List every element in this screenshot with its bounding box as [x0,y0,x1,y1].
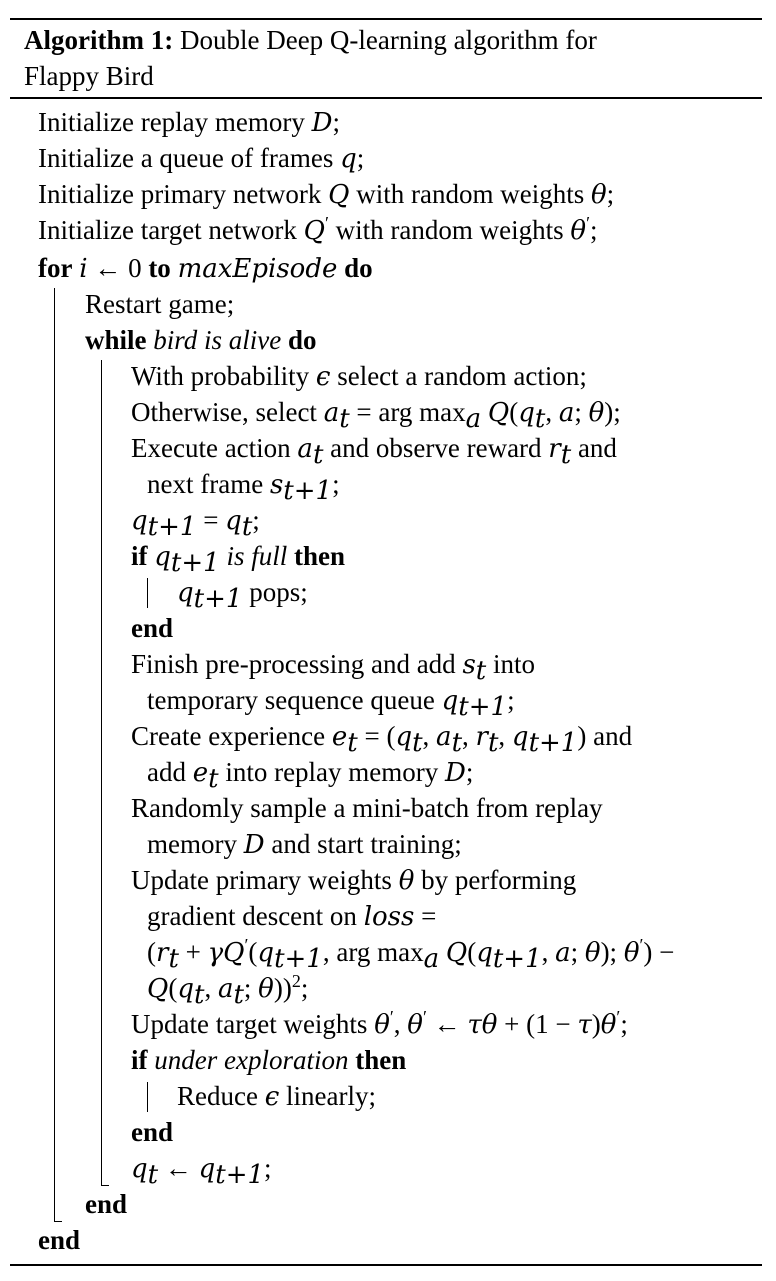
algorithm-label: Algorithm 1: [24,25,174,55]
for-block-bar [54,288,55,1222]
line-31: end [85,1189,128,1219]
text-l01 [0,0,1,1]
line-22: Update primary weights θ by performing [131,865,577,896]
line-3: Initialize primary network Q with random weights θ; [38,179,615,210]
bottom-rule [10,1264,762,1266]
algorithm-caption [24,22,744,94]
line-13: if $q_{t+1}$ is full then [131,541,345,578]
line-32: end [38,1225,81,1255]
line-27: if under exploration then [131,1045,407,1075]
line-1: Initialize replay memory D; [38,107,341,138]
line-23: gradient descent on loss = [147,901,437,932]
if-full-block-bar [147,578,148,608]
line-29: end [131,1117,174,1147]
line-12: $q_{t+1} = q_t$; [131,505,260,542]
line-15: end [131,613,174,643]
line-21: memory D and start training; [147,829,462,860]
line-6: Restart game; [85,289,235,319]
line-19: add $e_t$ into replay memory D; [147,757,474,794]
line-20: Randomly sample a mini-batch from replay [131,793,603,823]
line-17: temporary sequence queue $q_{t+1}$; [147,685,515,722]
line-24: ($r_t + \gamma Q'(q_{t+1}$, arg $\max_a Q(q_{t+1}$, a; θ); θ′) − [147,935,675,974]
if-exploration-block-bar [147,1082,148,1112]
line-10: Execute action $a_t$ and observe reward $r_t$ and [131,433,617,470]
line-7: while bird is alive do [85,325,317,355]
while-block-bar [101,360,102,1186]
line-5: for i ← 0 to maxEpisode do [38,253,373,284]
line-11: next frame $s_{t+1}$; [147,469,340,506]
line-4: Initialize target network Q′ with random weights θ′; [38,213,598,246]
top-rule [10,18,762,20]
caption-rule [10,97,762,99]
line-2: Initialize a queue of frames q; [38,143,365,174]
algorithm-text-mirror [0,0,1,1]
line-26: Update target weights θ′, θ′ ← τθ + (1 − τ)θ′; [131,1007,628,1040]
line-25: $Q(q_t$, $a_t$; θ))$^2$; [147,971,309,1010]
line-18: Create experience $e_t = (q_t$, $a_t$, $r_t$, $q_{t+1}$) and [131,721,633,758]
line-8: With probability ϵ select a random action; [131,361,587,392]
line-9: Otherwise, select $a_t$ = arg $\max_a Q(q_t$, a; θ); [131,397,621,434]
while-block-tick [101,1185,109,1186]
algorithm-title-line1: Double Deep Q-learning algorithm for [179,25,597,55]
for-block-tick [54,1221,62,1222]
line-16: Finish pre-processing and add $s_t$ into [131,649,535,686]
line-30: $q_t$ ← $q_{t+1}$; [131,1153,272,1190]
line-28: Reduce ϵ linearly; [177,1081,376,1112]
algorithm-title-line2: Flappy Bird [24,61,154,91]
line-14: $q_{t+1}$ pops; [177,577,308,614]
